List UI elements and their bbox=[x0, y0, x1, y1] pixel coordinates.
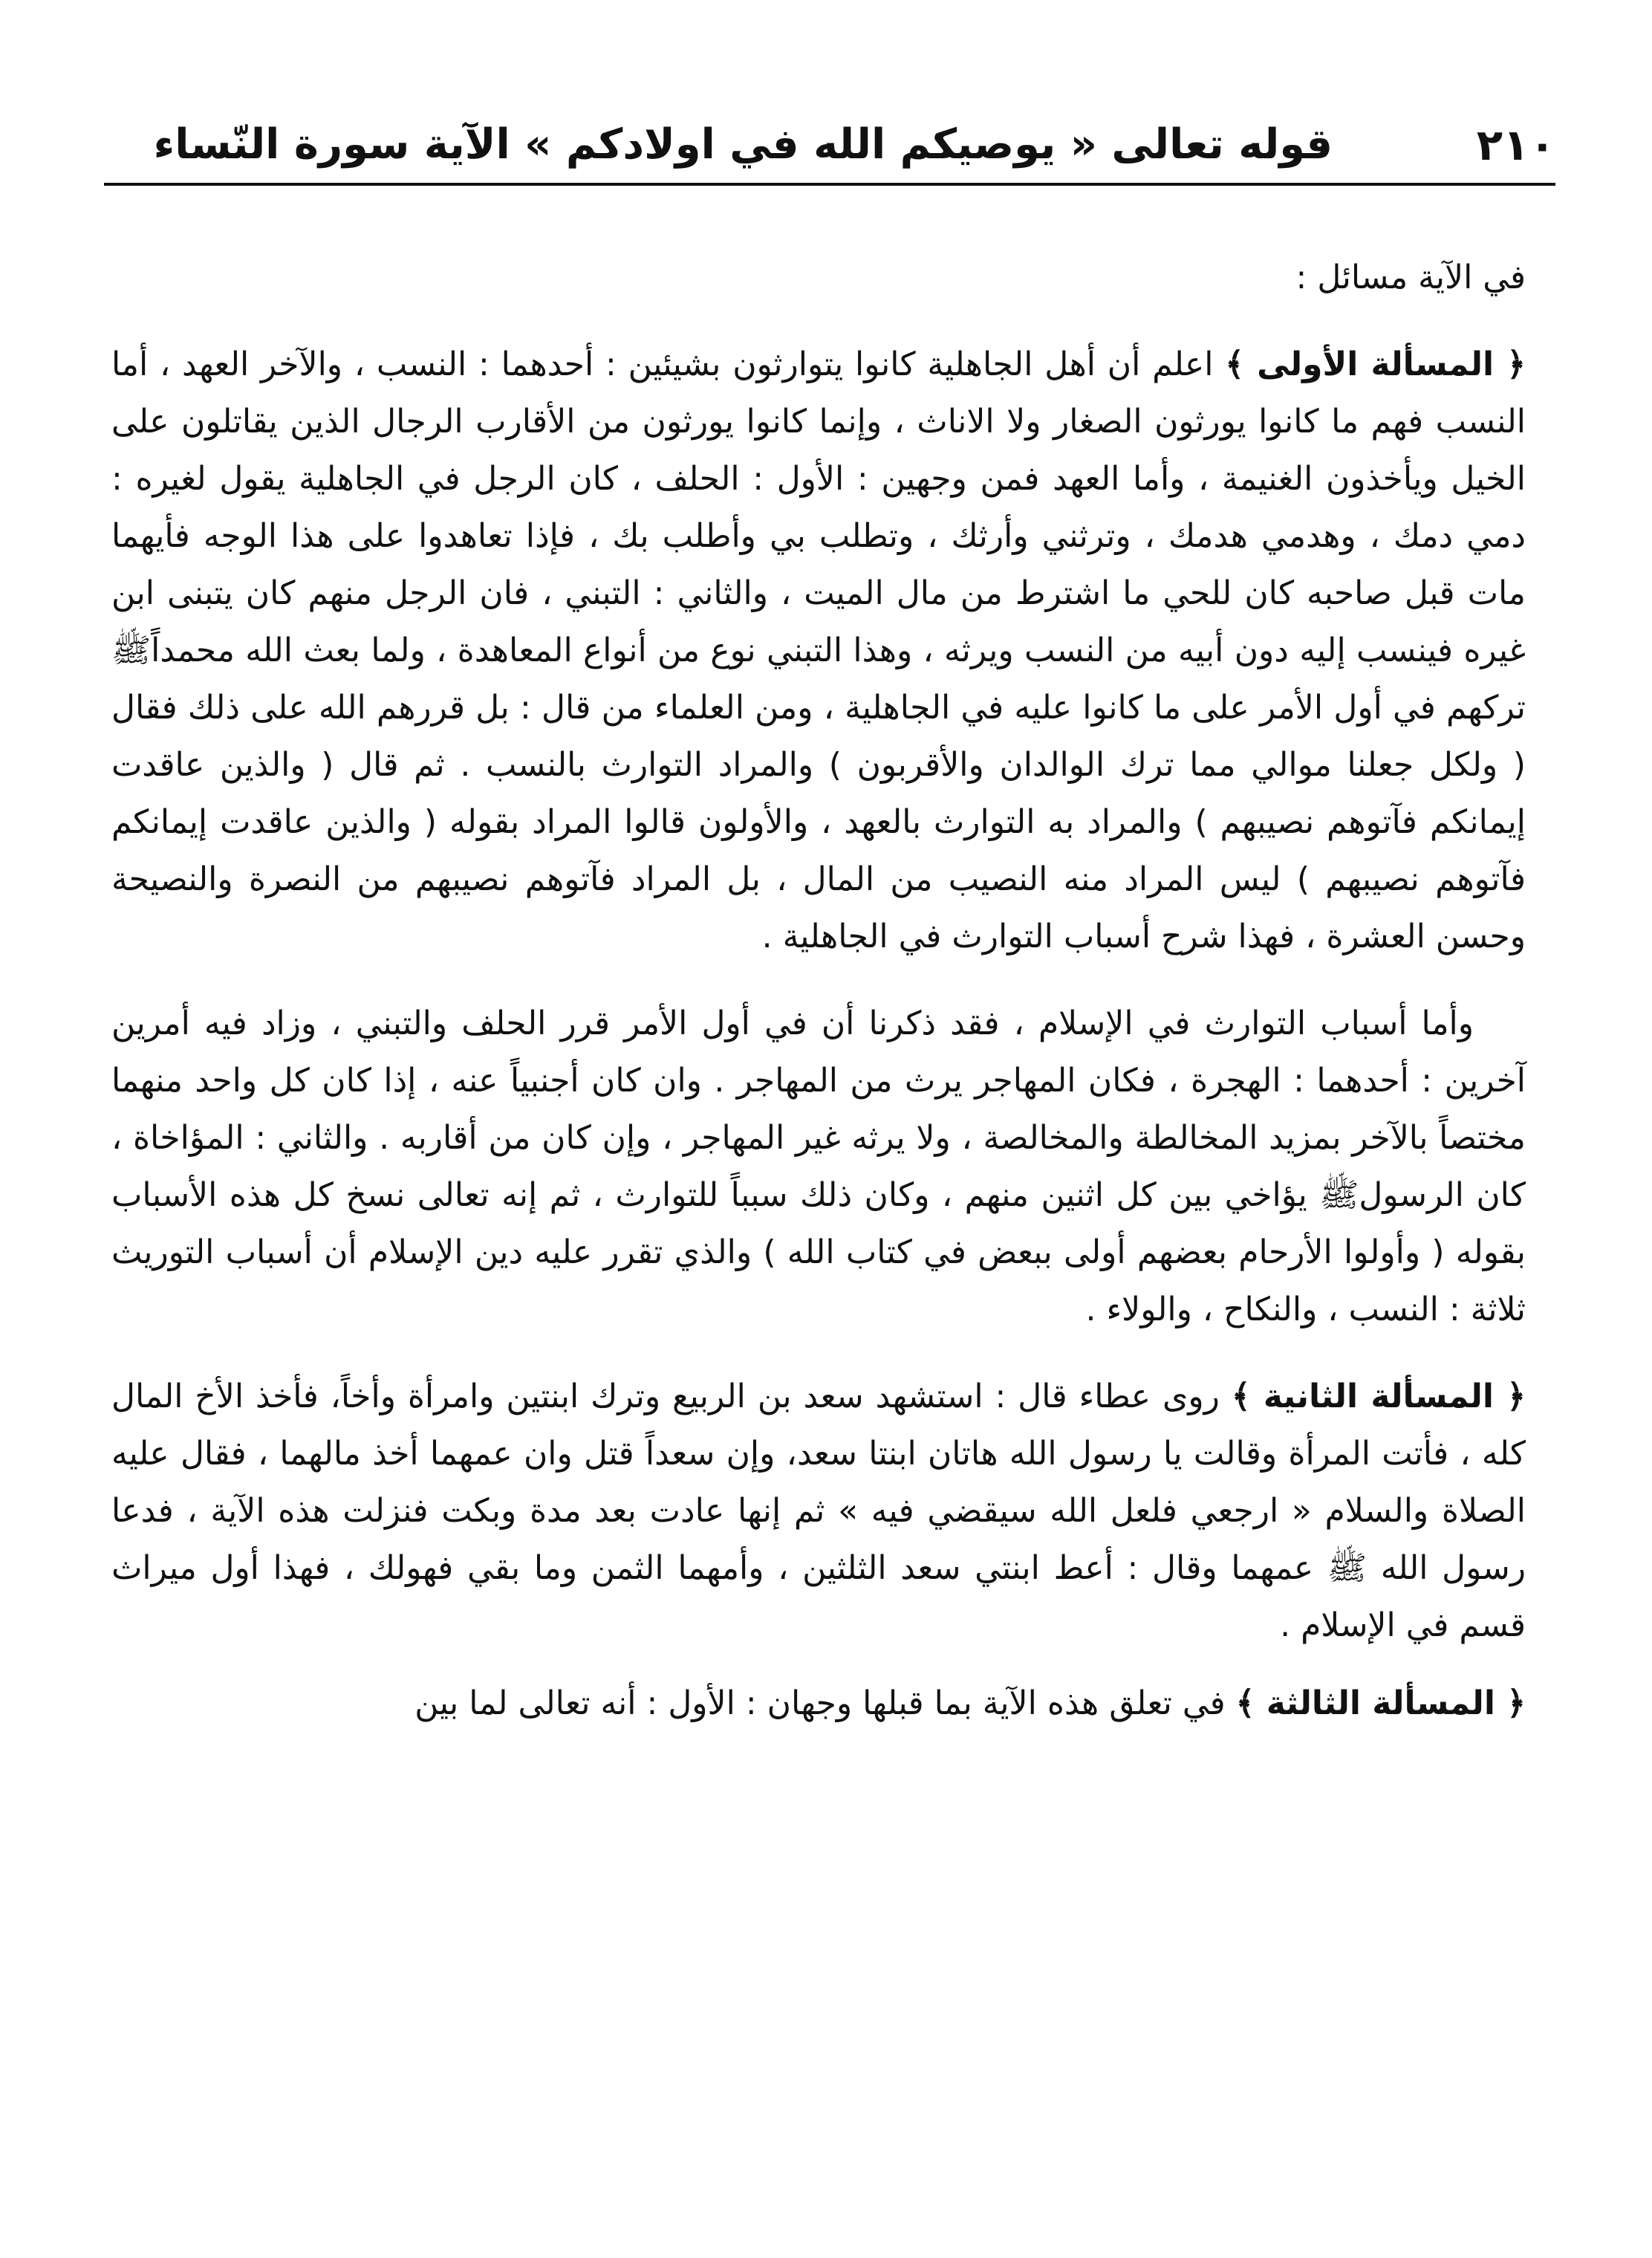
page-body bbox=[111, 249, 1526, 1762]
page-header bbox=[104, 111, 1555, 171]
question-1-text: اعلم أن أهل الجاهلية كانوا يتوارثون بشيئين : أحدهما : النسب ، والآخر العهد ، أما النسب فهم ما كانوا يورثون الصغار ولا الاناث ، وإنما كانوا يورثون من الأقارب الرجال الذين يقاتلون على الخيل ويأخذون الغنيمة ، وأما العهد فمن وجهين : الأول : الحلف ، كان الرجل في الجاهلية يقول لغيره : دمي دمك ، وهدمي هدمك ، وترثني وأرثك ، وتطلب بي وأطلب بك ، فإذا تعاهدوا على هذا الوجه فأيهما مات قبل صاحبه كان للحي ما اشترط من مال الميت ، والثاني : التبني ، فان الرجل منهم كان يتبنى ابن غيره فينسب إليه دون أبيه من النسب ويرثه ، وهذا التبني نوع من أنواع المعاهدة ، ولما بعث الله محمداًﷺ تركهم في أول الأمر على ما كانوا عليه في الجاهلية ، ومن العلماء من قال : بل قررهم الله على ذلك فقال ( ولكل جعلنا موالي مما ترك الوالدان والأقربون ) والمراد التوارث بالنسب . ثم قال ( والذين عاقدت إيمانكم فآتوهم نصيبهم ) والمراد به التوارث بالعهد ، والأولون قالوا المراد بقوله ( والذين عاقدت إيمانكم فآتوهم نصيبهم ) ليس المراد منه النصيب من المال ، بل المراد فآتوهم نصيبهم من النصرة والنصيحة وحسن العشرة ، فهذا شرح أسباب التوارث في الجاهلية . bbox=[111, 345, 1526, 956]
question-2-text: روى عطاء قال : استشهد سعد بن الربيع وترك ابنتين وامرأة وأخاً، فأخذ الأخ المال كله ، فأتت المرأة وقالت يا رسول الله هاتان ابنتا سعد، وإن سعداً قتل وان عمهما أخذ مالهما ، فقال عليه الصلاة والسلام « ارجعي فلعل الله سيقضي فيه » ثم إنها عادت بعد مدة وبكت فنزلت هذه الآية ، فدعا رسول الله ﷺ عمهما وقال : أعط ابنتي سعد الثلثين ، وأمهما الثمن وما بقي فهولك ، فهذا أول ميراث قسم في الإسلام . bbox=[111, 1378, 1526, 1644]
page-number: ٢١٠ bbox=[1476, 120, 1555, 170]
paragraph-question-2 bbox=[111, 1368, 1526, 1654]
paragraph-question-1 bbox=[111, 336, 1526, 965]
intro-line: في الآية مسائل : bbox=[1295, 259, 1526, 296]
paragraph-question-3 bbox=[111, 1675, 1526, 1732]
question-3-heading: ﴿ المسألة الثالثة ﴾ bbox=[1235, 1684, 1526, 1722]
question-3-text: في تعلق هذه الآية بما قبلها وجهان : الأول : أنه تعالى لما بين bbox=[414, 1684, 1226, 1722]
paragraph-inheritance-in-islam: وأما أسباب التوارث في الإسلام ، فقد ذكرنا أن في أول الأمر قرر الحلف والتبني ، وزاد فيه أمرين آخرين : أحدهما : الهجرة ، فكان المهاجر يرث من المهاجر . وان كان أجنبياً عنه ، إذا كان كل واحد منهما مختصاً بالآخر بمزيد المخالطة والمخالصة ، ولا يرثه غير المهاجر ، وإن كان من أقاربه . والثاني : المؤاخاة ، كان الرسولﷺ يؤاخي بين كل اثنين منهم ، وكان ذلك سبباً للتوارث ، ثم إنه تعالى نسخ كل هذه الأسباب بقوله ( وأولوا الأرحام بعضهم أولى ببعض في كتاب الله ) والذي تقرر عليه دين الإسلام أن أسباب التوريث ثلاثة : النسب ، والنكاح ، والولاء . bbox=[111, 1005, 1526, 1328]
header-divider bbox=[104, 183, 1555, 186]
question-2-heading: ﴿ المسألة الثانية ﴾ bbox=[1231, 1378, 1526, 1415]
running-title: قوله تعالى « يوصيكم الله في اولادكم » الآية سورة النّساء bbox=[153, 120, 1333, 169]
question-1-heading: ﴿ المسألة الأولى ﴾ bbox=[1225, 345, 1526, 383]
